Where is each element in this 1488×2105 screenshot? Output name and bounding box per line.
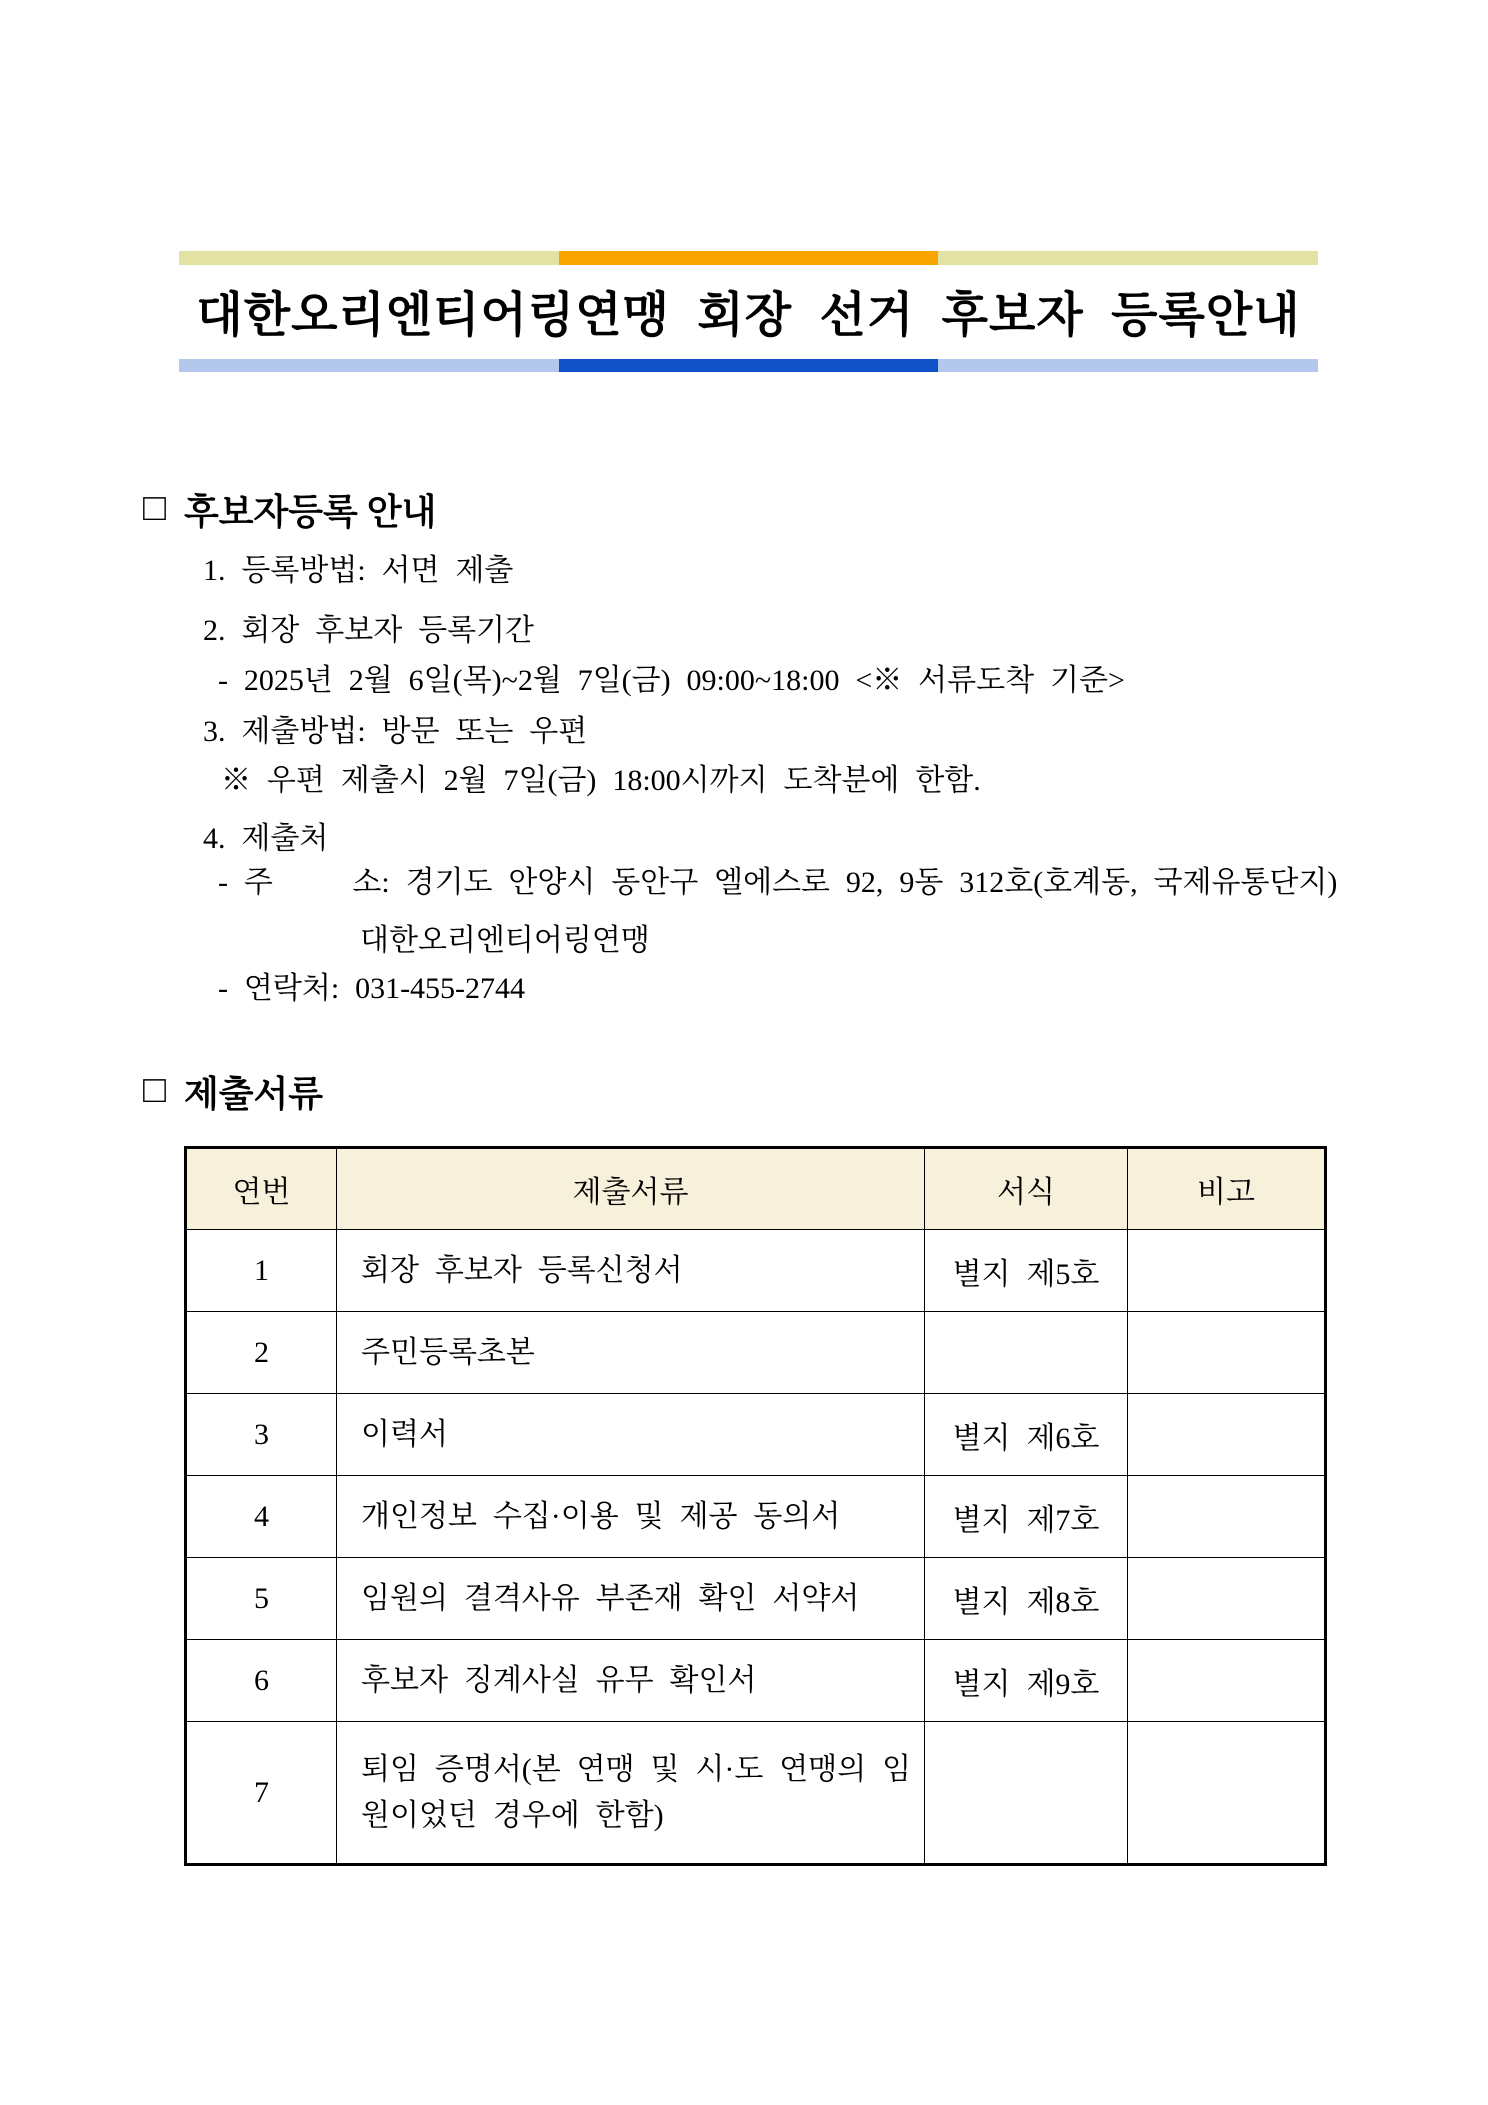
square-bullet-icon: □ xyxy=(143,486,166,529)
cell-doc: 개인정보 수집·이용 및 제공 동의서 xyxy=(337,1476,925,1558)
banner-bottom-segment-center xyxy=(559,359,939,372)
table-row xyxy=(186,1230,1326,1312)
table-row xyxy=(186,1394,1326,1476)
cell-form: 별지 제8호 xyxy=(925,1558,1128,1640)
table-row xyxy=(186,1558,1326,1640)
banner-top-segment-right xyxy=(938,251,1318,265)
cell-doc: 이력서 xyxy=(337,1394,925,1476)
section-heading-registration-guide xyxy=(143,484,436,535)
cell-note xyxy=(1128,1230,1326,1312)
guide-item-submission-place: 4. 제출처 xyxy=(203,822,329,855)
submission-documents-table xyxy=(184,1146,1327,1866)
document-title: 대한오리엔티어링연맹 회장 선거 후보자 등록안내 xyxy=(196,289,1301,342)
guide-item-mail-note: ※ 우편 제출시 2월 7일(금) 18:00시까지 도착분에 한함. xyxy=(221,764,981,797)
banner-top-bar xyxy=(179,251,1318,265)
table-row xyxy=(186,1312,1326,1394)
banner-bottom-segment-right xyxy=(938,359,1318,372)
banner-top-segment-center xyxy=(559,251,939,265)
section-heading-label: 후보자등록 안내 xyxy=(183,492,437,532)
cell-doc: 주민등록초본 xyxy=(337,1312,925,1394)
square-bullet-icon: □ xyxy=(143,1068,166,1111)
cell-note xyxy=(1128,1558,1326,1640)
cell-note xyxy=(1128,1394,1326,1476)
cell-form: 별지 제6호 xyxy=(925,1394,1128,1476)
table-body xyxy=(186,1230,1326,1865)
cell-no: 4 xyxy=(186,1476,337,1558)
cell-form xyxy=(925,1722,1128,1865)
guide-item-contact: - 연락처: 031-455-2744 xyxy=(218,972,526,1005)
cell-note xyxy=(1128,1312,1326,1394)
header-cell-note: 비고 xyxy=(1128,1148,1326,1230)
table-row xyxy=(186,1722,1326,1865)
banner-bottom-bar xyxy=(179,359,1318,372)
guide-item-period-detail: - 2025년 2월 6일(목)~2월 7일(금) 09:00~18:00 <※ 서류도착 기준> xyxy=(218,664,1125,697)
cell-note xyxy=(1128,1722,1326,1865)
guide-item-registration-period: 2. 회장 후보자 등록기간 xyxy=(203,614,535,647)
guide-item-registration-method: 1. 등록방법: 서면 제출 xyxy=(203,554,514,587)
cell-form: 별지 제5호 xyxy=(925,1230,1128,1312)
guide-item-address-org: 대한오리엔티어링연맹 xyxy=(360,924,650,957)
header-cell-no: 연번 xyxy=(186,1148,337,1230)
cell-doc: 임원의 결격사유 부존재 확인 서약서 xyxy=(337,1558,925,1640)
cell-form xyxy=(925,1312,1128,1394)
guide-item-address: - 주 소: 경기도 안양시 동안구 엘에스로 92, 9동 312호(호계동, 국제유통단지) xyxy=(218,866,1338,899)
cell-form: 별지 제7호 xyxy=(925,1476,1128,1558)
cell-doc: 회장 후보자 등록신청서 xyxy=(337,1230,925,1312)
cell-no: 2 xyxy=(186,1312,337,1394)
cell-no: 7 xyxy=(186,1722,337,1865)
table-header-row xyxy=(186,1148,1326,1230)
cell-note xyxy=(1128,1476,1326,1558)
cell-no: 1 xyxy=(186,1230,337,1312)
header-cell-doc: 제출서류 xyxy=(337,1148,925,1230)
header-cell-form: 서식 xyxy=(925,1148,1128,1230)
table-header xyxy=(186,1148,1326,1230)
cell-no: 3 xyxy=(186,1394,337,1476)
cell-no: 5 xyxy=(186,1558,337,1640)
cell-form: 별지 제9호 xyxy=(925,1640,1128,1722)
table-row xyxy=(186,1640,1326,1722)
cell-doc: 후보자 징계사실 유무 확인서 xyxy=(337,1640,925,1722)
banner-top-segment-left xyxy=(179,251,559,265)
section-heading-label: 제출서류 xyxy=(183,1074,324,1114)
section-heading-submission-documents xyxy=(143,1066,323,1117)
cell-note xyxy=(1128,1640,1326,1722)
guide-item-submission-method: 3. 제출방법: 방문 또는 우편 xyxy=(203,715,588,748)
cell-no: 6 xyxy=(186,1640,337,1722)
cell-doc: 퇴임 증명서(본 연맹 및 시·도 연맹의 임원이었던 경우에 한함) xyxy=(337,1722,925,1865)
table-row xyxy=(186,1476,1326,1558)
banner-bottom-segment-left xyxy=(179,359,559,372)
